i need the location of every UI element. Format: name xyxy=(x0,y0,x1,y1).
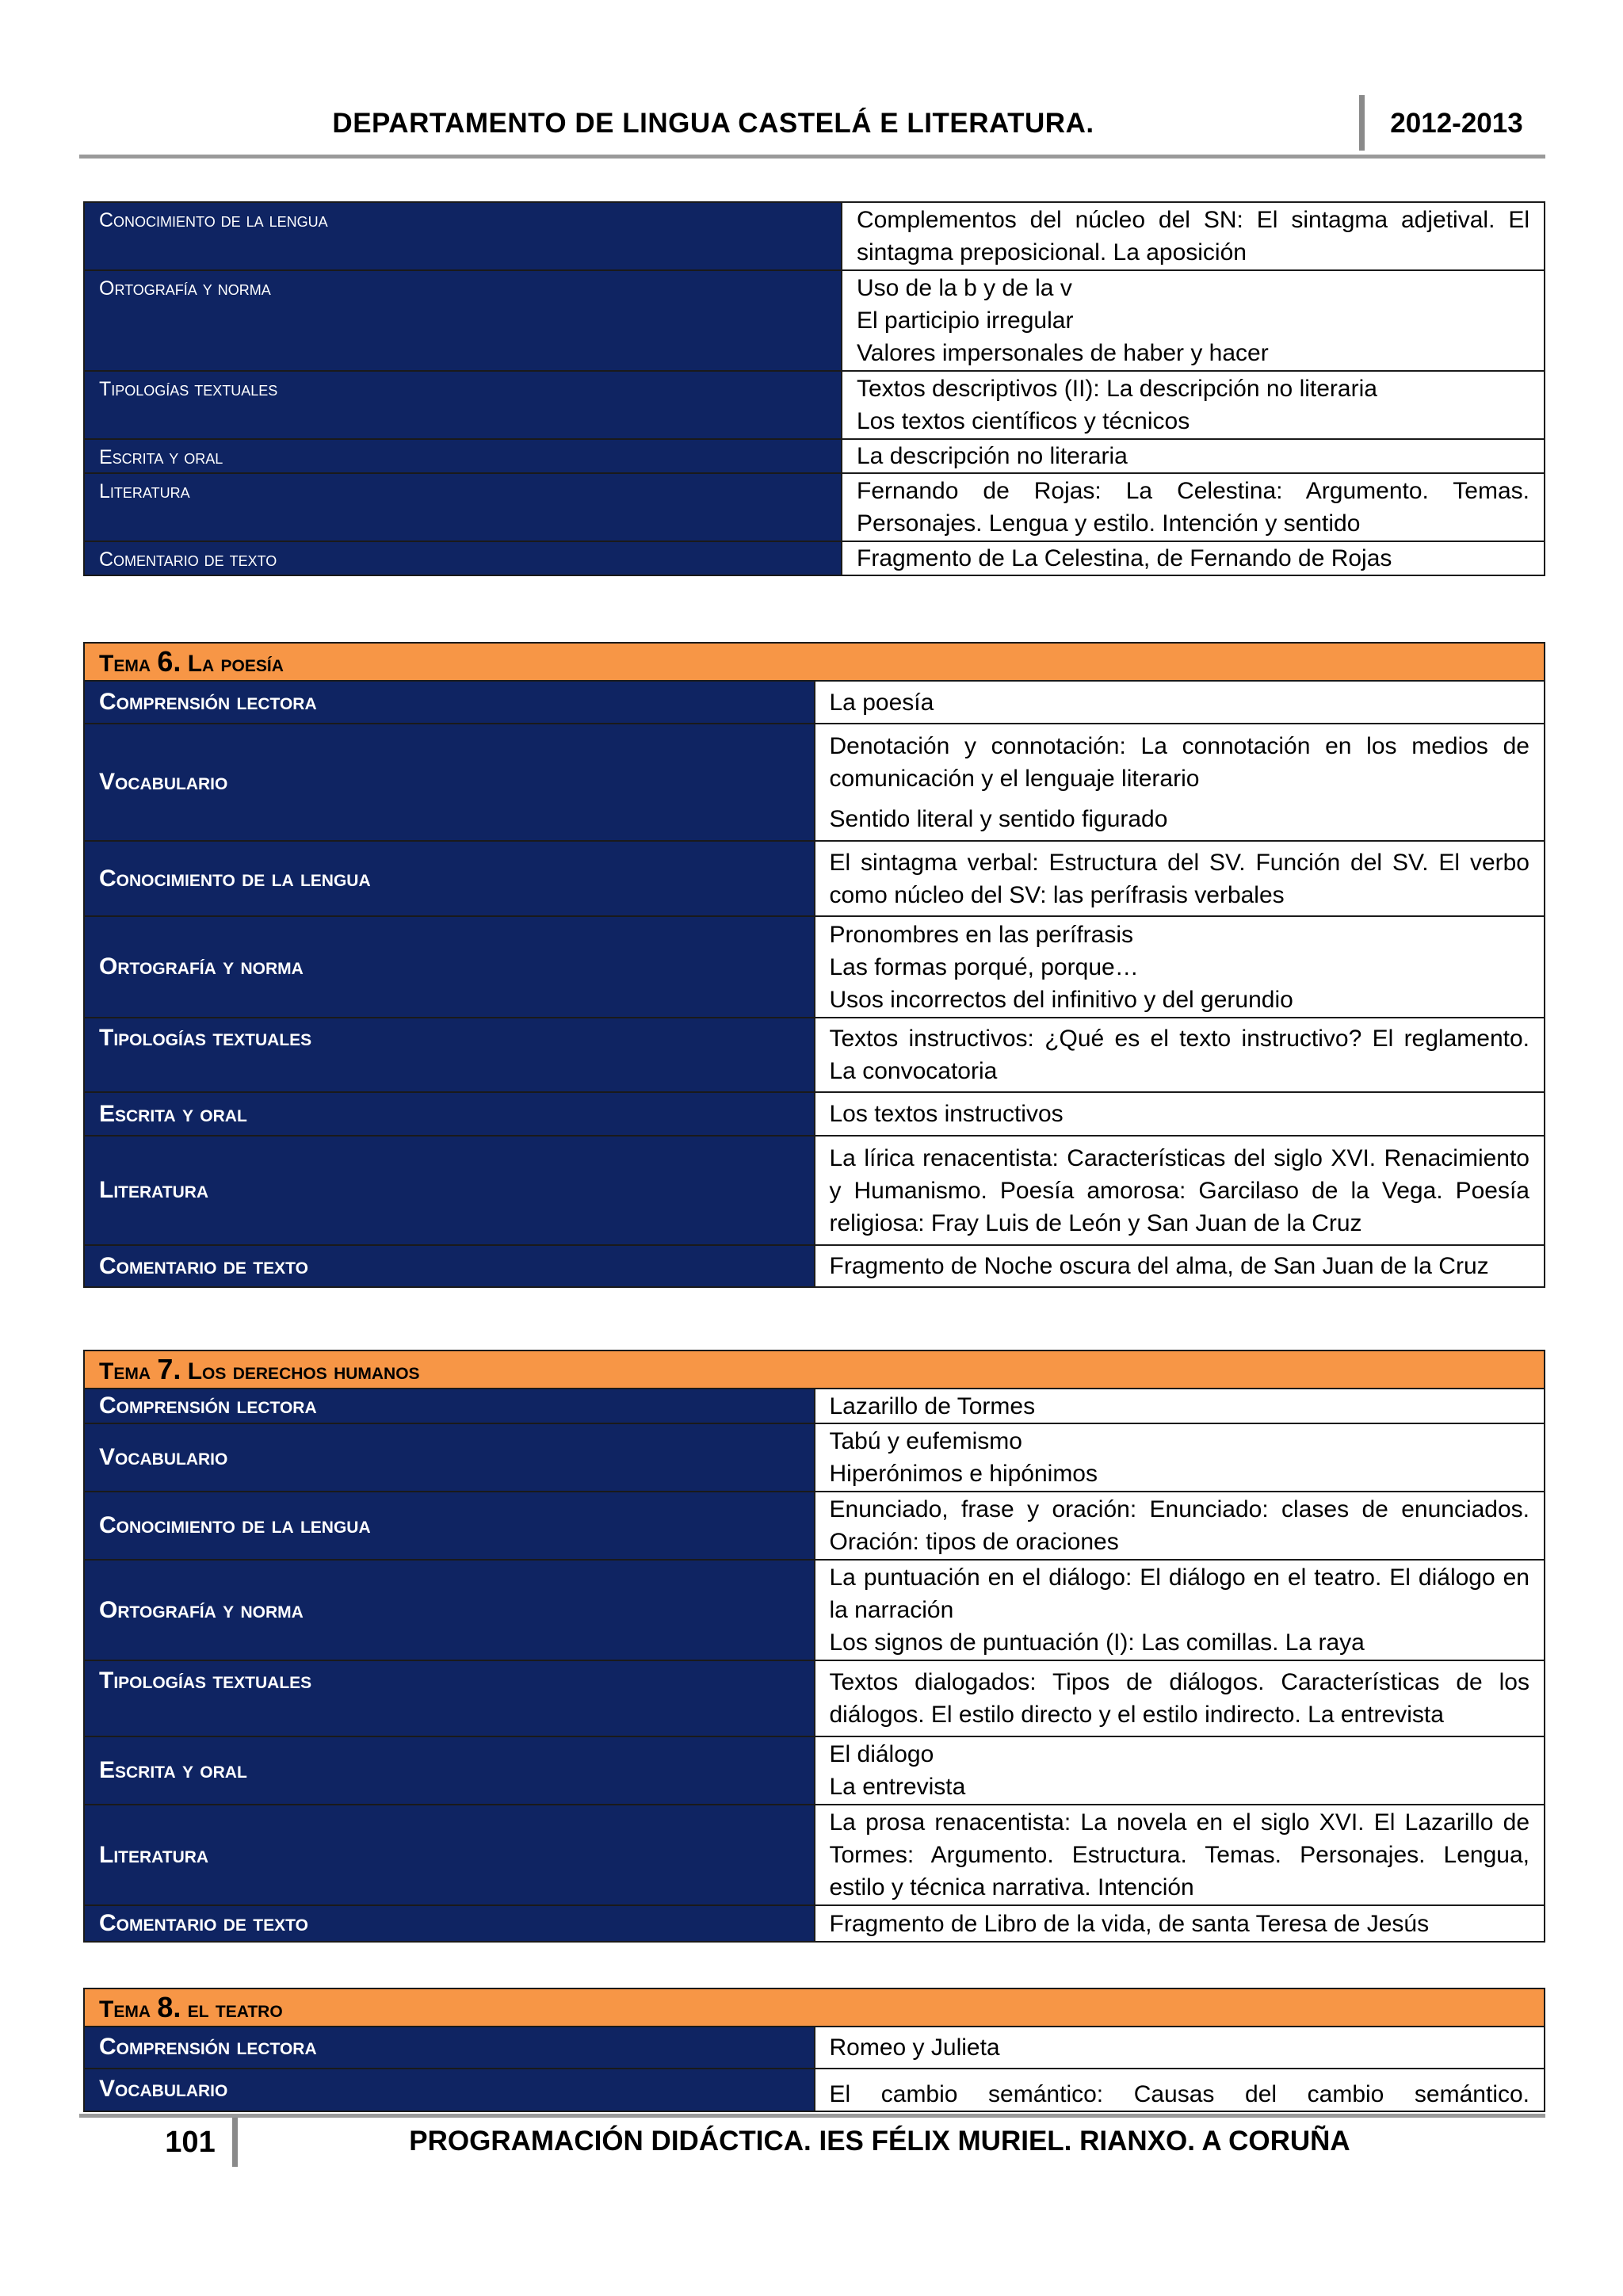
row-label: Literatura xyxy=(84,473,842,541)
tema-title: Tema 7. Los derechos humanos xyxy=(84,1350,1545,1389)
table-row xyxy=(84,1092,1545,1136)
row-label: Comprensión lectora xyxy=(84,2027,815,2069)
row-label: Conocimiento de la lengua xyxy=(84,202,842,270)
row-label: Vocabulario xyxy=(84,1423,815,1492)
table-row xyxy=(84,2027,1545,2069)
table-row xyxy=(84,1423,1545,1492)
row-label: Vocabulario xyxy=(84,2069,815,2111)
row-content: Fragmento de La Celestina, de Fernando de Rojas xyxy=(842,541,1545,575)
tema-title: Tema 8. el teatro xyxy=(84,1988,1545,2027)
table-row xyxy=(84,1905,1545,1942)
row-content: Complementos del núcleo del SN: El sintagma adjetival. El sintagma preposicional. La aposición xyxy=(842,202,1545,270)
table-tema-7 xyxy=(83,1350,1545,1943)
tema-title: Tema 6. La poesía xyxy=(84,643,1545,681)
row-content: Romeo y Julieta xyxy=(815,2027,1545,2069)
table-row xyxy=(84,1736,1545,1805)
row-label: Literatura xyxy=(84,1136,815,1245)
row-label: Conocimiento de la lengua xyxy=(84,1492,815,1560)
table-row xyxy=(84,439,1545,473)
row-content: Pronombres en las perífrasis Las formas porqué, porque… Usos incorrectos del infinitivo y del gerundio xyxy=(815,916,1545,1018)
row-content: La prosa renacentista: La novela en el siglo XVI. El Lazarillo de Tormes: Argumento. Estructura. Temas. Personajes. Lengua, estilo y técnica narrativa. Intención xyxy=(815,1805,1545,1905)
row-label: Escrita y oral xyxy=(84,1736,815,1805)
row-label: Ortografía y norma xyxy=(84,270,842,371)
row-label: Comprensión lectora xyxy=(84,681,815,724)
row-label: Ortografía y norma xyxy=(84,916,815,1018)
row-content: Textos dialogados: Tipos de diálogos. Características de los diálogos. El estilo directo y el estilo indirecto. La entrevista xyxy=(815,1660,1545,1736)
table-row xyxy=(84,1389,1545,1423)
row-content: Textos instructivos: ¿Qué es el texto instructivo? El reglamento. La convocatoria xyxy=(815,1018,1545,1092)
table-row xyxy=(84,1560,1545,1660)
row-content: Enunciado, frase y oración: Enunciado: clases de enunciados. Oración: tipos de oraciones xyxy=(815,1492,1545,1560)
row-label: Comentario de texto xyxy=(84,1245,815,1287)
row-label: Literatura xyxy=(84,1805,815,1905)
footer-title: PROGRAMACIÓN DIDÁCTICA. IES FÉLIX MURIEL. RIANXO. A CORUÑA xyxy=(409,2126,1350,2157)
table-tema-6 xyxy=(83,642,1545,1288)
row-content: El sintagma verbal: Estructura del SV. Función del SV. El verbo como núcleo del SV: las perífrasis verbales xyxy=(815,841,1545,916)
table-row xyxy=(84,724,1545,841)
row-content: El diálogo La entrevista xyxy=(815,1736,1545,1805)
tema-header xyxy=(84,643,1545,681)
header-divider xyxy=(1359,95,1365,151)
row-content: La poesía xyxy=(815,681,1545,724)
table-row xyxy=(84,841,1545,916)
row-label: Tipologías textuales xyxy=(84,1018,815,1092)
table-row xyxy=(84,1245,1545,1287)
table-row xyxy=(84,1492,1545,1560)
row-content: Los textos instructivos xyxy=(815,1092,1545,1136)
row-content: Fernando de Rojas: La Celestina: Argumento. Temas. Personajes. Lengua y estilo. Intención y sentido xyxy=(842,473,1545,541)
table-row xyxy=(84,1805,1545,1905)
table-row xyxy=(84,2069,1545,2111)
row-content: Lazarillo de Tormes xyxy=(815,1389,1545,1423)
table-tema5-continuation xyxy=(83,201,1545,576)
row-content: La puntuación en el diálogo: El diálogo en el teatro. El diálogo en la narración Los signos de puntuación (I): Las comillas. La raya xyxy=(815,1560,1545,1660)
table-row xyxy=(84,473,1545,541)
page-number: 101 xyxy=(165,2126,216,2159)
row-label: Comentario de texto xyxy=(84,1905,815,1942)
table-row xyxy=(84,1660,1545,1736)
row-content: La lírica renacentista: Características del siglo XVI. Renacimiento y Humanismo. Poesía amorosa: Garcilaso de la Vega. Poesía religiosa: Fray Luis de León y San Juan de la Cruz xyxy=(815,1136,1545,1245)
header-title: DEPARTAMENTO DE LINGUA CASTELÁ E LITERATURA. xyxy=(332,108,1094,139)
row-content: Fragmento de Libro de la vida, de santa Teresa de Jesús xyxy=(815,1905,1545,1942)
row-label: Conocimiento de la lengua xyxy=(84,841,815,916)
table-row xyxy=(84,270,1545,371)
table-row xyxy=(84,371,1545,439)
table-row xyxy=(84,681,1545,724)
table-row xyxy=(84,1136,1545,1245)
row-label: Tipologías textuales xyxy=(84,1660,815,1736)
table-row xyxy=(84,202,1545,270)
row-content: Fragmento de Noche oscura del alma, de San Juan de la Cruz xyxy=(815,1245,1545,1287)
footer-rule xyxy=(79,2114,1545,2118)
table-row xyxy=(84,541,1545,575)
row-label: Ortografía y norma xyxy=(84,1560,815,1660)
row-label: Comentario de texto xyxy=(84,541,842,575)
row-content: La descripción no literaria xyxy=(842,439,1545,473)
table-row xyxy=(84,1018,1545,1092)
table-row xyxy=(84,916,1545,1018)
row-label: Escrita y oral xyxy=(84,1092,815,1136)
row-content: Uso de la b y de la v El participio irregular Valores impersonales de haber y hacer xyxy=(842,270,1545,371)
tema-header xyxy=(84,1350,1545,1389)
table-tema-8 xyxy=(83,1988,1545,2112)
footer-divider xyxy=(232,2118,238,2167)
row-content: Denotación y connotación: La connotación en los medios de comunicación y el lenguaje literario Sentido literal y sentido figurado xyxy=(815,724,1545,841)
header-rule xyxy=(79,155,1545,159)
row-label: Escrita y oral xyxy=(84,439,842,473)
tema-header xyxy=(84,1988,1545,2027)
header-year: 2012-2013 xyxy=(1390,108,1523,139)
row-content: Textos descriptivos (II): La descripción no literaria Los textos científicos y técnicos xyxy=(842,371,1545,439)
row-label: Comprensión lectora xyxy=(84,1389,815,1423)
row-content: El cambio semántico: Causas del cambio semántico. xyxy=(815,2069,1545,2111)
row-content: Tabú y eufemismo Hiperónimos e hipónimos xyxy=(815,1423,1545,1492)
row-label: Tipologías textuales xyxy=(84,371,842,439)
row-label: Vocabulario xyxy=(84,724,815,841)
